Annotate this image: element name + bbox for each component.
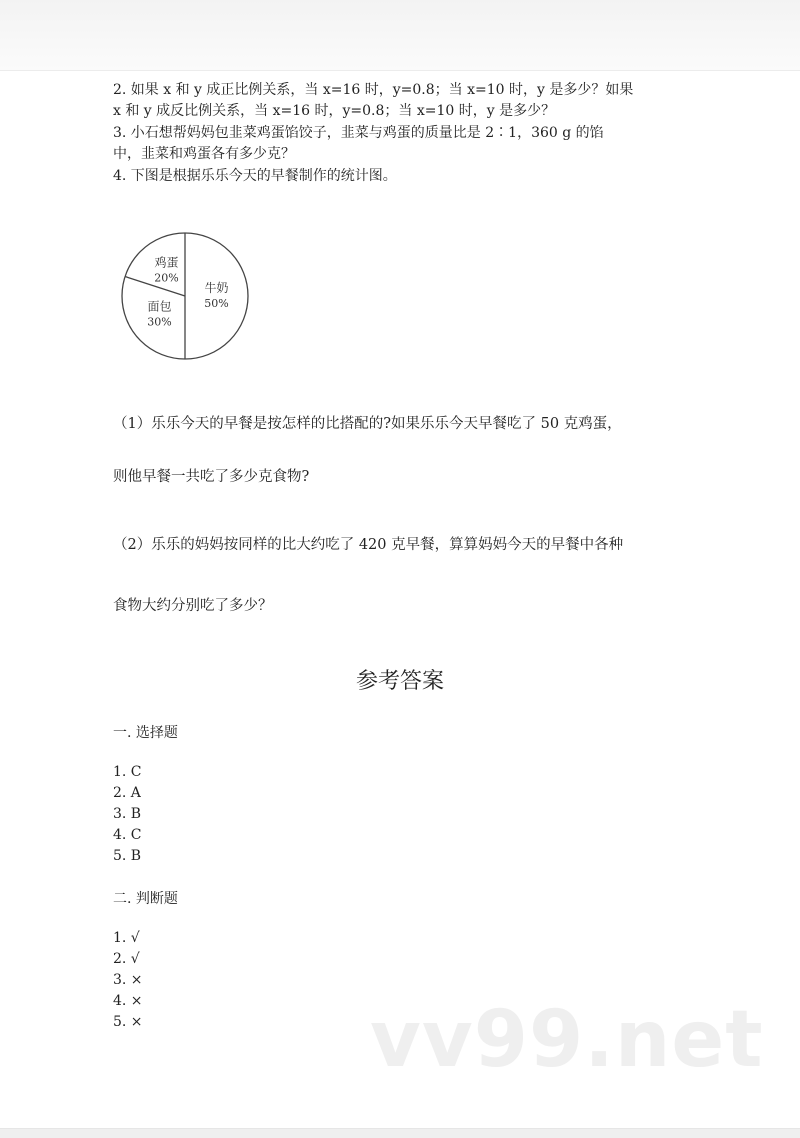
pie-slice-label: 面包	[147, 299, 172, 314]
choice-answer: 4. C	[113, 827, 142, 843]
section-judge-heading: 二. 判断题	[113, 891, 178, 907]
judge-answer-list	[113, 928, 143, 1033]
choice-answer: 1. C	[113, 764, 142, 780]
question-2-line-2: x 和 y 成反比例关系，当 x=16 时，y=0.8；当 x=10 时，y 是多少？	[113, 103, 556, 119]
question-4-line-1: 4. 下图是根据乐乐今天的早餐制作的统计图。	[113, 168, 397, 184]
pie-slice-value: 30%	[147, 315, 172, 329]
question-3-line-1: 3. 小石想帮妈妈包韭菜鸡蛋馅饺子，韭菜与鸡蛋的质量比是 2∶1，360 g 的馅	[113, 125, 604, 141]
pie-slice-label: 牛奶	[204, 281, 229, 295]
judge-answer: 1. √	[113, 930, 140, 946]
question-3-line-2: 中，韭菜和鸡蛋各有多少克？	[113, 146, 295, 162]
pie-slice-value: 20%	[154, 271, 179, 285]
page-top-band	[0, 0, 800, 71]
choice-answer: 2. A	[113, 785, 141, 801]
judge-answer: 5. ×	[113, 1014, 143, 1030]
subquestion-2-line-1: （2）乐乐的妈妈按同样的比大约吃了 420 克早餐，算算妈妈今天的早餐中各种	[113, 537, 624, 553]
subquestion-2-line-2: 食物大约分别吃了多少？	[113, 598, 273, 614]
watermark: vv99.net	[370, 995, 764, 1085]
choice-answer: 3. B	[113, 806, 142, 822]
breakfast-pie-chart	[115, 228, 265, 368]
judge-answer: 4. ×	[113, 993, 143, 1009]
judge-answer: 2. √	[113, 951, 140, 967]
subquestion-1-line-1: （1）乐乐今天的早餐是按怎样的比搭配的?如果乐乐今天早餐吃了 50 克鸡蛋，	[113, 416, 622, 432]
choice-answer-list	[113, 762, 142, 867]
subquestion-1-line-2: 则他早餐一共吃了多少克食物?	[113, 469, 310, 485]
question-2-line-1: 2. 如果 x 和 y 成正比例关系，当 x=16 时，y=0.8；当 x=10 时，y 是多少？如果	[113, 82, 634, 98]
choice-answer: 5. B	[113, 848, 142, 864]
pie-slice-value: 50%	[204, 297, 229, 310]
section-choice-heading: 一. 选择题	[113, 725, 178, 741]
answer-key-title: 参考答案	[355, 669, 444, 694]
judge-answer: 3. ×	[113, 972, 143, 988]
pie-slice-label: 鸡蛋	[154, 255, 179, 270]
